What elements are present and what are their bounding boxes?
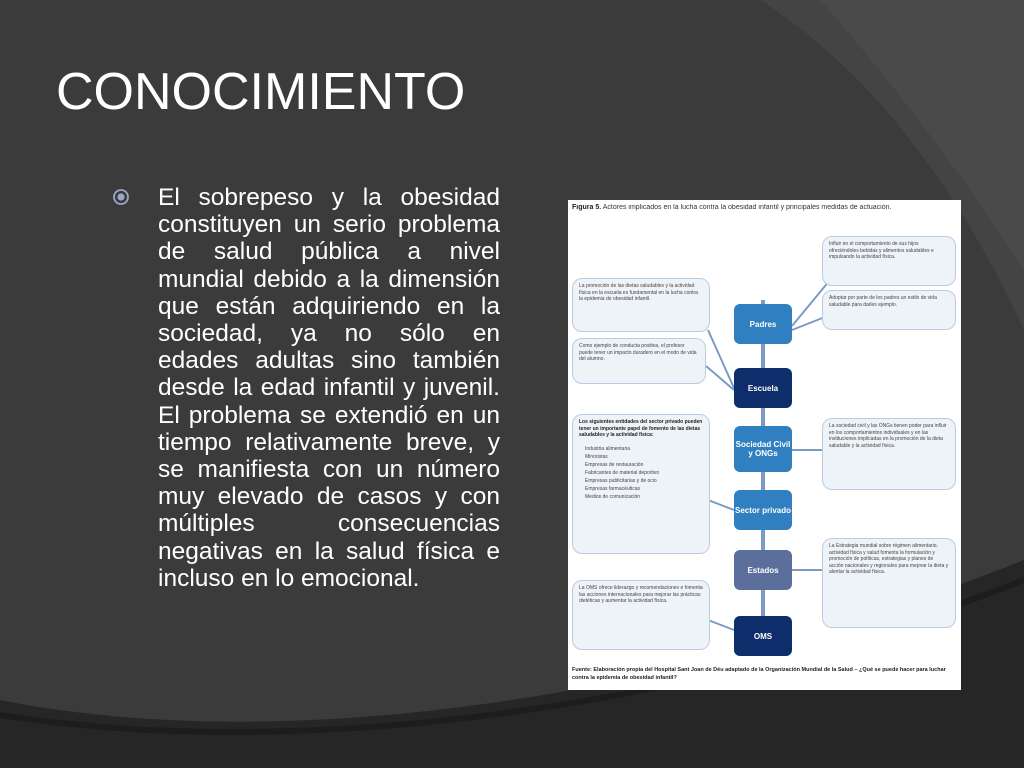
privado-list-item: Fabricantes de material deportivo	[585, 469, 660, 476]
callout-sector-privado	[572, 414, 710, 554]
actor-sector-privado: Sector privado	[734, 490, 792, 530]
privado-list-item: Empresas de restauración	[585, 461, 644, 468]
figure-caption-text: Actores implicados en la lucha contra la obesidad infantil y principales medidas de actuación.	[602, 204, 892, 211]
circle-bullet-icon	[112, 188, 130, 206]
callout-padres-1: Influir en el comportamiento de sus hijos ofreciéndoles bebidas y alimentos saludables e impulsando la actividad física.	[822, 236, 956, 286]
actor-escuela: Escuela	[734, 368, 792, 408]
privado-list-item: Empresas publicitarias y de ocio	[585, 477, 657, 484]
actor-oms: OMS	[734, 616, 792, 656]
figure-footer: Fuente: Elaboración propia del Hospital Sant Joan de Déu adaptado de la Organización Mundial de la Salud – ¿Qué se puede hacer para luchar contra la epidemia de obesidad infantil?	[572, 667, 946, 681]
privado-list-item: Medios de comunicación	[585, 493, 641, 500]
slide-title: CONOCIMIENTO	[56, 63, 466, 121]
callout-escuela-2: Como ejemplo de conducta positiva, el profesor puede tener un impacto duradero en el modo de vida del alumno.	[572, 338, 706, 384]
callout-padres-2: Adoptar por parte de los padres un estilo de vida saludable para darles ejemplo.	[822, 290, 956, 330]
privado-list-item: Empresas farmacéuticas	[585, 485, 641, 492]
privado-list	[579, 445, 703, 501]
callout-oms: La OMS ofrece liderazgo y recomendaciones e fomenta las acciones internacionales para mejorar las prácticas dietéticas y aumentar la actividad física.	[572, 580, 710, 650]
privado-list-item: Industria alimentaria	[585, 445, 631, 452]
actor-estados: Estados	[734, 550, 792, 590]
bullet-text: El sobrepeso y la obesidad constituyen un serio problema de salud pública a nivel mundial debido a la dimensión que están adquiriendo en la sociedad, ya no sólo en edades adultas sino también desde la edad infantil y juvenil. El problema se extendió en un tiempo relativamente breve, y se manifiesta con un número muy elevado de casos y con múltiples consecuencias negativas en la salud física e incluso en lo emocional.	[158, 184, 500, 592]
callout-escuela-1: La promoción de las dietas saludables y la actividad física en la escuela es fundamental en la lucha contra la epidemia de obesidad infantil.	[572, 278, 710, 332]
callout-sociedad: La sociedad civil y las ONGs tienen poder para influir en los comportamientos individuales y en las instituciones implicadas en la promoción de la dieta saludable y la actividad física.	[822, 418, 956, 490]
callout-privado-intro: Los siguientes entidades del sector privado pueden tener un importante papel de fomento de las dietas saludables y la actividad física:	[579, 419, 703, 438]
actor-sociedad-civil: Sociedad Civil y ONGs	[734, 426, 792, 472]
callout-estados: La Estrategia mundial sobre régimen alimentario, actividad física y salud fomenta la formulación y promoción de políticas, estrategias y planes de acción nacionales y regionales para mejorar la dieta y alentar la actividad física.	[822, 538, 956, 628]
figure-image	[568, 200, 961, 690]
privado-list-item: Minoristas	[585, 453, 608, 460]
actor-padres: Padres	[734, 304, 792, 344]
figure-caption-label: Figura 5.	[572, 204, 602, 211]
